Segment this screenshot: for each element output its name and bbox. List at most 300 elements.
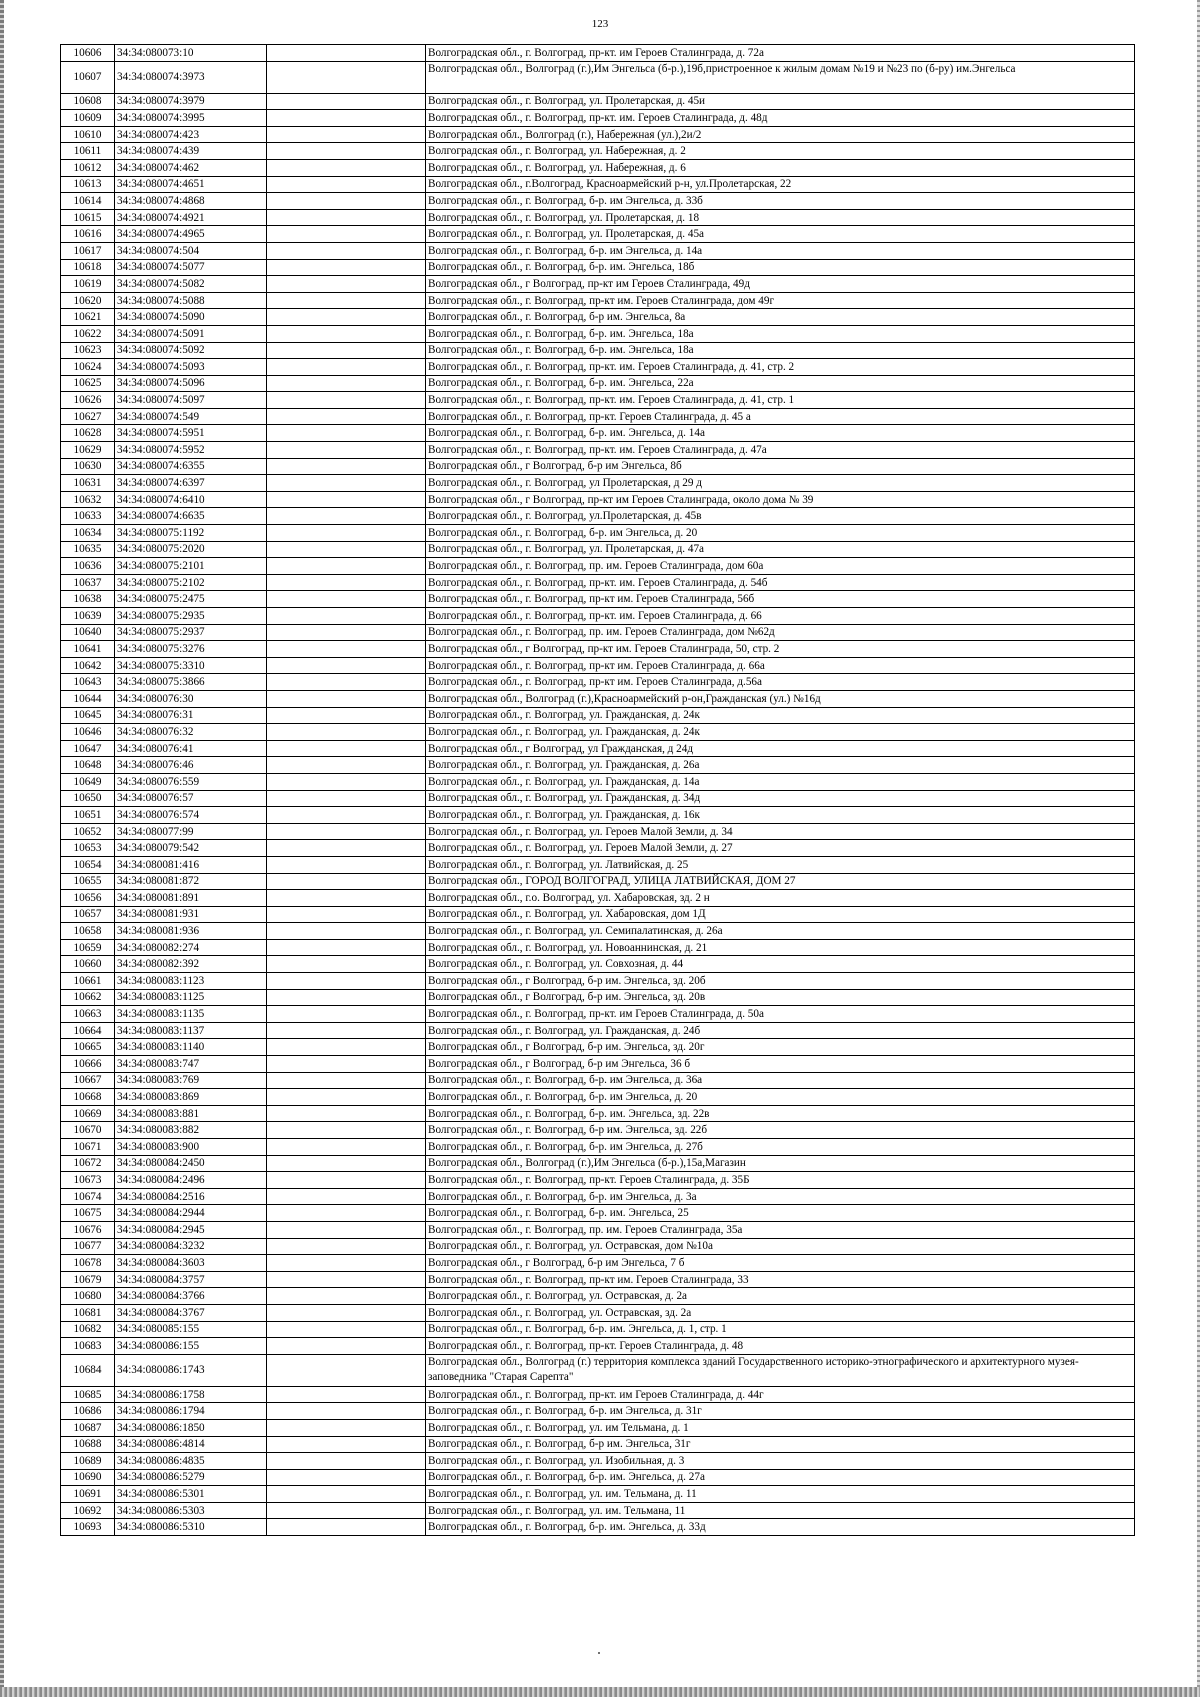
empty-cell — [267, 1386, 426, 1403]
empty-cell — [267, 1519, 426, 1536]
address-cell: Волгоградская обл., г. Волгоград, ул. Гражданская, д. 26а — [426, 757, 1135, 774]
row-number-cell: 10687 — [61, 1419, 115, 1436]
table-row — [61, 1271, 1135, 1288]
row-number-cell: 10611 — [61, 143, 115, 160]
table-row — [61, 1354, 1135, 1386]
row-number-cell: 10625 — [61, 375, 115, 392]
row-number-cell: 10646 — [61, 724, 115, 741]
address-cell: Волгоградская обл., г. Волгоград, б-р. им Энгельса, д. 14а — [426, 242, 1135, 259]
empty-cell — [267, 1321, 426, 1338]
address-cell: Волгоградская обл., г. Волгоград, пр-кт. им. Героев Сталинграда, д. 48д — [426, 110, 1135, 127]
empty-cell — [267, 475, 426, 492]
empty-cell — [267, 342, 426, 359]
row-number-cell: 10666 — [61, 1056, 115, 1073]
row-number-cell: 10691 — [61, 1486, 115, 1503]
cadastral-number-cell: 34:34:080075:2937 — [115, 624, 267, 641]
cadastral-number-cell: 34:34:080081:872 — [115, 873, 267, 890]
row-number-cell: 10693 — [61, 1519, 115, 1536]
address-cell: Волгоградская обл., г. Волгоград, ул. Героев Малой Земли, д. 27 — [426, 840, 1135, 857]
empty-cell — [267, 143, 426, 160]
empty-cell — [267, 1006, 426, 1023]
row-number-cell: 10620 — [61, 292, 115, 309]
cadastral-number-cell: 34:34:080086:5303 — [115, 1502, 267, 1519]
address-cell: Волгоградская обл., г. Волгоград, б-р. им Энгельса, д. 20 — [426, 1089, 1135, 1106]
address-cell: Волгоградская обл., г. Волгоград, пр-кт им. Героев Сталинграда, 33 — [426, 1271, 1135, 1288]
table-row — [61, 1321, 1135, 1338]
cadastral-number-cell: 34:34:080086:5279 — [115, 1469, 267, 1486]
empty-cell — [267, 1056, 426, 1073]
address-cell: Волгоградская обл., г. Волгоград, ул. Героев Малой Земли, д. 34 — [426, 823, 1135, 840]
row-number-cell: 10663 — [61, 1006, 115, 1023]
address-cell: Волгоградская обл., г Волгоград, б-р им Энгельса, 36 б — [426, 1056, 1135, 1073]
address-cell: Волгоградская обл., г. Волгоград, пр. им. Героев Сталинграда, дом 60а — [426, 558, 1135, 575]
row-number-cell: 10675 — [61, 1205, 115, 1222]
row-number-cell: 10662 — [61, 989, 115, 1006]
address-cell: Волгоградская обл., г. Волгоград, ул. Остравская, д. 2а — [426, 1288, 1135, 1305]
table-row — [61, 641, 1135, 658]
table-row — [61, 1139, 1135, 1156]
row-number-cell: 10672 — [61, 1155, 115, 1172]
empty-cell — [267, 923, 426, 940]
table-row — [61, 1304, 1135, 1321]
empty-cell — [267, 1022, 426, 1039]
table-row — [61, 375, 1135, 392]
row-number-cell: 10617 — [61, 242, 115, 259]
address-cell: Волгоградская обл., г Волгоград, ул Гражданская, д 24д — [426, 740, 1135, 757]
empty-cell — [267, 1486, 426, 1503]
cadastral-number-cell: 34:34:080074:5092 — [115, 342, 267, 359]
empty-cell — [267, 1469, 426, 1486]
cadastral-number-cell: 34:34:080083:1140 — [115, 1039, 267, 1056]
empty-cell — [267, 45, 426, 62]
address-cell: Волгоградская обл., г. Волгоград, пр-кт им. Героев Сталинграда, д.56а — [426, 674, 1135, 691]
cadastral-number-cell: 34:34:080086:1850 — [115, 1419, 267, 1436]
table-row — [61, 1288, 1135, 1305]
cadastral-number-cell: 34:34:080074:4868 — [115, 193, 267, 210]
row-number-cell: 10667 — [61, 1072, 115, 1089]
cadastral-number-cell: 34:34:080074:5088 — [115, 292, 267, 309]
table-row — [61, 458, 1135, 475]
empty-cell — [267, 375, 426, 392]
empty-cell — [267, 757, 426, 774]
address-cell: Волгоградская обл., г. Волгоград, ул. Остравская, дом №10а — [426, 1238, 1135, 1255]
empty-cell — [267, 442, 426, 459]
address-cell: Волгоградская обл., г. Волгоград, ул. Гражданская, д. 24к — [426, 724, 1135, 741]
cadastral-number-cell: 34:34:080075:1192 — [115, 525, 267, 542]
cadastral-number-cell: 34:34:080084:3767 — [115, 1304, 267, 1321]
cadastral-number-cell: 34:34:080083:769 — [115, 1072, 267, 1089]
row-number-cell: 10648 — [61, 757, 115, 774]
empty-cell — [267, 61, 426, 93]
table-row — [61, 856, 1135, 873]
table-row — [61, 973, 1135, 990]
row-number-cell: 10642 — [61, 657, 115, 674]
table-row — [61, 1056, 1135, 1073]
row-number-cell: 10629 — [61, 442, 115, 459]
empty-cell — [267, 276, 426, 293]
cadastral-number-cell: 34:34:080075:3276 — [115, 641, 267, 658]
table-row — [61, 1436, 1135, 1453]
empty-cell — [267, 1089, 426, 1106]
cadastral-number-cell: 34:34:080084:2450 — [115, 1155, 267, 1172]
table-row — [61, 1419, 1135, 1436]
table-row — [61, 1188, 1135, 1205]
empty-cell — [267, 359, 426, 376]
table-row — [61, 159, 1135, 176]
empty-cell — [267, 890, 426, 907]
empty-cell — [267, 707, 426, 724]
row-number-cell: 10651 — [61, 807, 115, 824]
row-number-cell: 10638 — [61, 591, 115, 608]
table-row — [61, 226, 1135, 243]
table-row — [61, 508, 1135, 525]
row-number-cell: 10627 — [61, 408, 115, 425]
address-cell: Волгоградская обл., г Волгоград, б-р им. Энгельса, зд. 20г — [426, 1039, 1135, 1056]
row-number-cell: 10644 — [61, 690, 115, 707]
cadastral-number-cell: 34:34:080074:462 — [115, 159, 267, 176]
cadastral-number-cell: 34:34:080074:5091 — [115, 325, 267, 342]
empty-cell — [267, 1271, 426, 1288]
table-row — [61, 724, 1135, 741]
row-number-cell: 10655 — [61, 873, 115, 890]
cadastral-number-cell: 34:34:080084:2945 — [115, 1221, 267, 1238]
empty-cell — [267, 226, 426, 243]
row-number-cell: 10673 — [61, 1172, 115, 1189]
table-row — [61, 890, 1135, 907]
address-cell: Волгоградская обл., г. Волгоград, ул. Новоаннинская, д. 21 — [426, 939, 1135, 956]
address-cell: Волгоградская обл., г Волгоград, б-р им Энгельса, 7 б — [426, 1255, 1135, 1272]
table-row — [61, 1105, 1135, 1122]
row-number-cell: 10607 — [61, 61, 115, 93]
table-row — [61, 807, 1135, 824]
table-row — [61, 45, 1135, 62]
cadastral-number-cell: 34:34:080083:747 — [115, 1056, 267, 1073]
address-cell: Волгоградская обл., г. Волгоград, б-р. им. Энгельса, зд. 22в — [426, 1105, 1135, 1122]
empty-cell — [267, 491, 426, 508]
table-row — [61, 657, 1135, 674]
empty-cell — [267, 724, 426, 741]
cadastral-number-cell: 34:34:080081:936 — [115, 923, 267, 940]
empty-cell — [267, 1288, 426, 1305]
cadastral-number-cell: 34:34:080083:869 — [115, 1089, 267, 1106]
cadastral-number-cell: 34:34:080081:891 — [115, 890, 267, 907]
row-number-cell: 10624 — [61, 359, 115, 376]
empty-cell — [267, 1122, 426, 1139]
cadastral-number-cell: 34:34:080076:30 — [115, 690, 267, 707]
cadastral-number-cell: 34:34:080086:5310 — [115, 1519, 267, 1536]
empty-cell — [267, 1105, 426, 1122]
table-row — [61, 989, 1135, 1006]
row-number-cell: 10656 — [61, 890, 115, 907]
table-row — [61, 392, 1135, 409]
table-row — [61, 143, 1135, 160]
empty-cell — [267, 209, 426, 226]
empty-cell — [267, 1502, 426, 1519]
cadastral-number-cell: 34:34:080081:931 — [115, 906, 267, 923]
cadastral-number-cell: 34:34:080086:5301 — [115, 1486, 267, 1503]
row-number-cell: 10612 — [61, 159, 115, 176]
cadastral-number-cell: 34:34:080075:3310 — [115, 657, 267, 674]
address-cell: Волгоградская обл., г. Волгоград, б-р. им Энгельса, д. 3а — [426, 1188, 1135, 1205]
address-cell: Волгоградская обл., г Волгоград, пр-кт им Героев Сталинграда, 49д — [426, 276, 1135, 293]
address-cell: Волгоградская обл., г. Волгоград, пр-кт. Героев Сталинграда, д. 45 а — [426, 408, 1135, 425]
cadastral-number-cell: 34:34:080083:1125 — [115, 989, 267, 1006]
empty-cell — [267, 1039, 426, 1056]
cadastral-number-cell: 34:34:080084:3232 — [115, 1238, 267, 1255]
table-row — [61, 923, 1135, 940]
address-cell: Волгоградская обл., г. Волгоград, б-р. им. Энгельса, 18а — [426, 325, 1135, 342]
row-number-cell: 10616 — [61, 226, 115, 243]
address-cell: Волгоградская обл., г. Волгоград, б-р. им Энгельса, д. 20 — [426, 525, 1135, 542]
address-cell: Волгоградская обл., г. Волгоград, б-р. им Энгельса, д. 36а — [426, 1072, 1135, 1089]
cadastral-number-cell: 34:34:080084:3757 — [115, 1271, 267, 1288]
row-number-cell: 10632 — [61, 491, 115, 508]
address-cell: Волгоградская обл., г. Волгоград, б-р им. Энгельса, 8а — [426, 309, 1135, 326]
row-number-cell: 10658 — [61, 923, 115, 940]
row-number-cell: 10641 — [61, 641, 115, 658]
row-number-cell: 10613 — [61, 176, 115, 193]
empty-cell — [267, 159, 426, 176]
row-number-cell: 10647 — [61, 740, 115, 757]
table-row — [61, 1022, 1135, 1039]
table-row — [61, 773, 1135, 790]
table-row — [61, 209, 1135, 226]
cadastral-number-cell: 34:34:080086:1743 — [115, 1354, 267, 1386]
address-cell: Волгоградская обл., г. Волгоград, пр. им. Героев Сталинграда, дом №62д — [426, 624, 1135, 641]
address-cell: Волгоградская обл., г. Волгоград, б-р. им. Энгельса, 18а — [426, 342, 1135, 359]
address-cell: Волгоградская обл., г. Волгоград, ул. Латвийская, д. 25 — [426, 856, 1135, 873]
cadastral-number-cell: 34:34:080083:1137 — [115, 1022, 267, 1039]
empty-cell — [267, 176, 426, 193]
row-number-cell: 10636 — [61, 558, 115, 575]
empty-cell — [267, 1436, 426, 1453]
address-cell: Волгоградская обл., г. Волгоград, ул.Пролетарская, д. 45в — [426, 508, 1135, 525]
address-cell: Волгоградская обл., г. Волгоград, ул. Гражданская, д. 24к — [426, 707, 1135, 724]
cadastral-number-cell: 34:34:080075:2102 — [115, 574, 267, 591]
row-number-cell: 10670 — [61, 1122, 115, 1139]
table-row — [61, 61, 1135, 93]
row-number-cell: 10657 — [61, 906, 115, 923]
cadastral-number-cell: 34:34:080074:3973 — [115, 61, 267, 93]
empty-cell — [267, 608, 426, 625]
address-cell: Волгоградская обл., г. Волгоград, ул. Хабаровская, дом 1Д — [426, 906, 1135, 923]
address-cell: Волгоградская обл., г. Волгоград, б-р. им. Энгельса, 25 — [426, 1205, 1135, 1222]
cadastral-number-cell: 34:34:080074:6410 — [115, 491, 267, 508]
cadastral-number-cell: 34:34:080074:6397 — [115, 475, 267, 492]
table-row — [61, 1172, 1135, 1189]
table-row — [61, 309, 1135, 326]
cadastral-number-cell: 34:34:080074:504 — [115, 242, 267, 259]
table-row — [61, 1502, 1135, 1519]
row-number-cell: 10677 — [61, 1238, 115, 1255]
table-row — [61, 1403, 1135, 1420]
empty-cell — [267, 641, 426, 658]
address-cell: Волгоградская обл., г. Волгоград, ул. Пролетарская, д. 18 — [426, 209, 1135, 226]
cadastral-number-cell: 34:34:080084:2516 — [115, 1188, 267, 1205]
table-row — [61, 939, 1135, 956]
address-cell: Волгоградская обл., г. Волгоград, б-р им. Энгельса, зд. 22б — [426, 1122, 1135, 1139]
cadastral-number-cell: 34:34:080083:881 — [115, 1105, 267, 1122]
address-cell: Волгоградская обл., г. Волгоград, ул. Изобильная, д. 3 — [426, 1453, 1135, 1470]
row-number-cell: 10664 — [61, 1022, 115, 1039]
table-row — [61, 442, 1135, 459]
row-number-cell: 10640 — [61, 624, 115, 641]
table-row — [61, 193, 1135, 210]
table-row — [61, 242, 1135, 259]
row-number-cell: 10608 — [61, 93, 115, 110]
table-row — [61, 292, 1135, 309]
table-row — [61, 873, 1135, 890]
table-row — [61, 541, 1135, 558]
table-row — [61, 790, 1135, 807]
empty-cell — [267, 1205, 426, 1222]
cadastral-number-cell: 34:34:080074:4965 — [115, 226, 267, 243]
row-number-cell: 10690 — [61, 1469, 115, 1486]
row-number-cell: 10654 — [61, 856, 115, 873]
address-cell: Волгоградская обл., г. Волгоград, ул. Набережная, д. 6 — [426, 159, 1135, 176]
cadastral-number-cell: 34:34:080084:3766 — [115, 1288, 267, 1305]
row-number-cell: 10626 — [61, 392, 115, 409]
address-cell: Волгоградская обл., г. Волгоград, пр-кт. Героев Сталинграда, д. 35Б — [426, 1172, 1135, 1189]
empty-cell — [267, 823, 426, 840]
cadastral-number-cell: 34:34:080086:1794 — [115, 1403, 267, 1420]
empty-cell — [267, 773, 426, 790]
table-row — [61, 425, 1135, 442]
row-number-cell: 10615 — [61, 209, 115, 226]
empty-cell — [267, 1155, 426, 1172]
address-cell: Волгоградская обл., г. Волгоград, ул. Гражданская, д. 16к — [426, 807, 1135, 824]
table-row — [61, 342, 1135, 359]
empty-cell — [267, 242, 426, 259]
address-cell: Волгоградская обл., г. Волгоград, б-р. им. Энгельса, д. 27а — [426, 1469, 1135, 1486]
address-cell: Волгоградская обл., г. Волгоград, ул. Набережная, д. 2 — [426, 143, 1135, 160]
row-number-cell: 10653 — [61, 840, 115, 857]
empty-cell — [267, 790, 426, 807]
empty-cell — [267, 1419, 426, 1436]
row-number-cell: 10623 — [61, 342, 115, 359]
scan-edge-left — [0, 0, 4, 1697]
table-row — [61, 525, 1135, 542]
table-row — [61, 956, 1135, 973]
address-cell: Волгоградская обл., г. Волгоград, пр-кт им. Героев Сталинграда, 56б — [426, 591, 1135, 608]
address-cell: Волгоградская обл., г. Волгоград, б-р. им. Энгельса, 22а — [426, 375, 1135, 392]
address-cell: Волгоградская обл., г. Волгоград, ул. Гражданская, д. 24б — [426, 1022, 1135, 1039]
cadastral-number-cell: 34:34:080086:4835 — [115, 1453, 267, 1470]
page-number: 123 — [591, 18, 609, 30]
cadastral-number-cell: 34:34:080074:5082 — [115, 276, 267, 293]
row-number-cell: 10681 — [61, 1304, 115, 1321]
row-number-cell: 10622 — [61, 325, 115, 342]
row-number-cell: 10649 — [61, 773, 115, 790]
empty-cell — [267, 525, 426, 542]
address-cell: Волгоградская обл., г Волгоград, пр-кт им Героев Сталинграда, около дома № 39 — [426, 491, 1135, 508]
table-row — [61, 757, 1135, 774]
table-row — [61, 1386, 1135, 1403]
table-row — [61, 408, 1135, 425]
scan-speck — [598, 1652, 600, 1654]
empty-cell — [267, 425, 426, 442]
row-number-cell: 10688 — [61, 1436, 115, 1453]
address-cell: Волгоградская обл., г. Волгоград, ул. Гражданская, д. 34д — [426, 790, 1135, 807]
cadastral-number-cell: 34:34:080084:2944 — [115, 1205, 267, 1222]
cadastral-number-cell: 34:34:080075:2935 — [115, 608, 267, 625]
empty-cell — [267, 807, 426, 824]
empty-cell — [267, 624, 426, 641]
row-number-cell: 10678 — [61, 1255, 115, 1272]
row-number-cell: 10621 — [61, 309, 115, 326]
empty-cell — [267, 1221, 426, 1238]
empty-cell — [267, 110, 426, 127]
cadastral-number-cell: 34:34:080083:900 — [115, 1139, 267, 1156]
address-cell: Волгоградская обл., Волгоград (г.),Красноармейский р-он,Гражданская (ул.) №16д — [426, 690, 1135, 707]
empty-cell — [267, 458, 426, 475]
address-cell: Волгоградская обл., г. Волгоград, б-р. им Энгельса, д. 27б — [426, 1139, 1135, 1156]
row-number-cell: 10683 — [61, 1338, 115, 1355]
empty-cell — [267, 1139, 426, 1156]
table-row — [61, 1205, 1135, 1222]
cadastral-number-cell: 34:34:080075:2475 — [115, 591, 267, 608]
address-cell: Волгоградская обл., г. Волгоград, ул. им. Тельмана, 11 — [426, 1502, 1135, 1519]
registry-table-body — [61, 45, 1135, 1536]
cadastral-number-cell: 34:34:080076:41 — [115, 740, 267, 757]
empty-cell — [267, 392, 426, 409]
address-cell: Волгоградская обл., г. Волгоград, б-р. им. Энгельса, д. 1, стр. 1 — [426, 1321, 1135, 1338]
table-row — [61, 690, 1135, 707]
address-cell: Волгоградская обл., г. Волгоград, ул Пролетарская, д 29 д — [426, 475, 1135, 492]
scan-edge-bottom — [0, 1687, 1200, 1697]
cadastral-number-cell: 34:34:080074:5097 — [115, 392, 267, 409]
row-number-cell: 10652 — [61, 823, 115, 840]
empty-cell — [267, 939, 426, 956]
row-number-cell: 10637 — [61, 574, 115, 591]
table-row — [61, 1221, 1135, 1238]
cadastral-number-cell: 34:34:080073:10 — [115, 45, 267, 62]
cadastral-number-cell: 34:34:080074:3995 — [115, 110, 267, 127]
table-row — [61, 558, 1135, 575]
cadastral-number-cell: 34:34:080074:4651 — [115, 176, 267, 193]
row-number-cell: 10671 — [61, 1139, 115, 1156]
row-number-cell: 10686 — [61, 1403, 115, 1420]
cadastral-number-cell: 34:34:080084:2496 — [115, 1172, 267, 1189]
table-row — [61, 906, 1135, 923]
empty-cell — [267, 1403, 426, 1420]
row-number-cell: 10661 — [61, 973, 115, 990]
address-cell: Волгоградская обл., г. Волгоград, ул. Остравская, зд. 2а — [426, 1304, 1135, 1321]
cadastral-number-cell: 34:34:080082:392 — [115, 956, 267, 973]
address-cell: Волгоградская обл., г.о. Волгоград, ул. Хабаровская, зд. 2 н — [426, 890, 1135, 907]
table-row — [61, 325, 1135, 342]
row-number-cell: 10618 — [61, 259, 115, 276]
address-cell: Волгоградская обл., г Волгоград, б-р им. Энгельса, зд. 20б — [426, 973, 1135, 990]
cadastral-number-cell: 34:34:080075:2101 — [115, 558, 267, 575]
empty-cell — [267, 740, 426, 757]
empty-cell — [267, 840, 426, 857]
cadastral-number-cell: 34:34:080074:5096 — [115, 375, 267, 392]
row-number-cell: 10659 — [61, 939, 115, 956]
address-cell: Волгоградская обл., г. Волгоград, б-р. им Энгельса, д. 33б — [426, 193, 1135, 210]
cadastral-number-cell: 34:34:080074:5077 — [115, 259, 267, 276]
address-cell: Волгоградская обл., г. Волгоград, б-р. им. Энгельса, д. 14а — [426, 425, 1135, 442]
table-row — [61, 1072, 1135, 1089]
table-row — [61, 1469, 1135, 1486]
cadastral-number-cell: 34:34:080081:416 — [115, 856, 267, 873]
cadastral-number-cell: 34:34:080074:3979 — [115, 93, 267, 110]
row-number-cell: 10679 — [61, 1271, 115, 1288]
address-cell: Волгоградская обл., г. Волгоград, пр-кт. им Героев Сталинграда, д. 50а — [426, 1006, 1135, 1023]
table-row — [61, 1006, 1135, 1023]
address-cell: Волгоградская обл., г. Волгоград, ул. Гражданская, д. 14а — [426, 773, 1135, 790]
row-number-cell: 10668 — [61, 1089, 115, 1106]
